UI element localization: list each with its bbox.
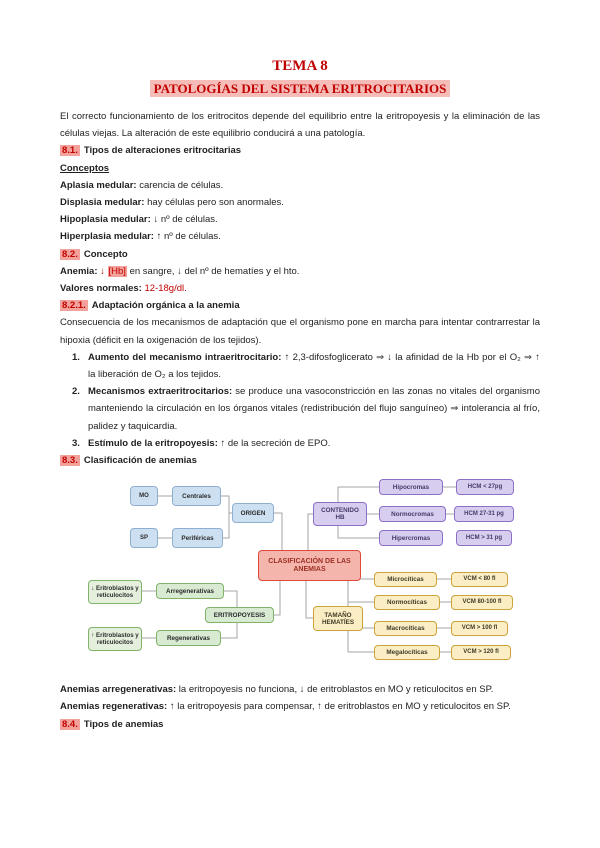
- node-vcm-lt-80: VCM < 80 fl: [451, 572, 508, 587]
- concept-hiperplasia: [60, 228, 540, 245]
- concept-def: carencia de células.: [136, 179, 224, 191]
- item-number: 3.: [72, 437, 80, 449]
- regen-def: ↑ la eritropoyesis para compensar, ↑ de eritroblastos en MO y reticulocitos en SP.: [167, 701, 511, 713]
- node-clasificacion-anemias: CLASIFICACIÓN DE LAS ANEMIAS: [258, 550, 361, 581]
- node-mo: MO: [130, 486, 158, 506]
- node-microciticas: Microcíticas: [374, 572, 437, 587]
- item-term: Aumento del mecanismo intraeritrocitario:: [88, 351, 282, 363]
- item-def: se produce una vasoconstricción en las zonas no vitales del organismo manteniendo la circulación en los órganos vitales (redistribución del flujo sanguíneo) ⇒ intolerancia al frío, palidez y taquicardia.: [88, 386, 540, 432]
- node-arregenerativas: Arregenerativas: [156, 583, 224, 599]
- valores-value: 12-18g/dl.: [144, 283, 187, 295]
- section-number-821: 8.2.1.: [62, 300, 86, 312]
- concept-def: hay células pero son anormales.: [144, 197, 284, 209]
- item-def: ↑ de la secreción de EPO.: [217, 437, 331, 449]
- arregen-term: Anemias arregenerativas:: [60, 684, 177, 696]
- anemia-term: Anemia:: [60, 265, 98, 277]
- adaptacion-item-3: [60, 435, 540, 452]
- arregenerativas-paragraph: [60, 681, 540, 698]
- node-vcm-80-100: VCM 80-100 fl: [451, 595, 513, 610]
- concepts-heading-label: Conceptos: [60, 162, 110, 174]
- section-title-82: Concepto: [83, 248, 128, 260]
- section-title-84: Tipos de anemias: [83, 718, 164, 730]
- anemia-arrow: ↓: [97, 265, 108, 277]
- adaptacion-item-1: [60, 349, 540, 383]
- node-contenido-hb: CONTENIDO HB: [313, 502, 367, 526]
- regenerativas-paragraph: [60, 698, 540, 715]
- arregen-def: la eritropoyesis no funciona, ↓ de eritroblastos en MO y reticulocitos en SP.: [176, 684, 494, 696]
- anemia-rest: en sangre, ↓ del nº de hematíes y el hto.: [126, 265, 300, 277]
- node-hipocromas: Hipocromas: [379, 479, 443, 495]
- section-title-83: Clasificación de anemias: [83, 455, 197, 467]
- node-vcm-gt-100: VCM > 100 fl: [451, 621, 508, 636]
- concept-term: Aplasia medular:: [60, 179, 137, 191]
- section-title-81: Tipos de alteraciones eritrocitarias: [83, 145, 242, 157]
- section-number-82: 8.2.: [62, 248, 78, 260]
- intro-paragraph: El correcto funcionamiento de los eritrocitos depende del equilibrio entre la eritropoyesis y la eliminación de las células viejas. La alteración de este equilibrio conducirá a una patología.: [60, 111, 540, 140]
- section-number-81: 8.1.: [62, 145, 78, 157]
- section-number-83: 8.3.: [62, 455, 78, 467]
- item-term: Mecanismos extraeritrocitarios:: [88, 386, 233, 398]
- node-hcm-gt-31: HCM > 31 pg: [456, 530, 512, 546]
- concept-hipoplasia: [60, 211, 540, 228]
- section-number-84: 8.4.: [62, 718, 78, 730]
- page-subtitle: PATOLOGÍAS DEL SISTEMA ERITROCITARIOS: [150, 80, 451, 97]
- node-hcm-27-31: HCM 27-31 pg: [454, 506, 514, 522]
- adaptacion-item-2: [60, 383, 540, 435]
- concept-aplasia: [60, 177, 540, 194]
- concept-def: ↑ nº de células.: [153, 231, 221, 243]
- concept-term: Hiperplasia medular:: [60, 231, 154, 243]
- concept-displasia: [60, 194, 540, 211]
- concepts-heading: [60, 160, 540, 177]
- item-number: 2.: [72, 386, 80, 398]
- node-macrociticas: Macrocíticas: [374, 621, 437, 636]
- page-subtitle-row: [60, 80, 540, 100]
- valores-normales: [60, 280, 540, 297]
- valores-term: Valores normales:: [60, 283, 145, 295]
- node-centrales: Centrales: [172, 486, 221, 506]
- node-normocromas: Normocromas: [379, 506, 446, 522]
- section-heading-81: [60, 142, 540, 159]
- anemia-hb-highlight: [Hb]: [108, 265, 126, 277]
- adaptacion-intro: Consecuencia de los mecanismos de adaptación que el organismo pone en marcha para intentar contrarrestar la hipoxia (déficit en la oxigenación de los tejidos).: [60, 317, 540, 346]
- section-title-821: Adaptación orgánica a la anemia: [91, 300, 240, 312]
- regen-term: Anemias regenerativas:: [60, 701, 168, 713]
- item-number: 1.: [72, 351, 80, 363]
- section-heading-82: [60, 246, 540, 263]
- concept-term: Displasia medular:: [60, 197, 145, 209]
- node-megalociticas: Megalocíticas: [374, 645, 440, 660]
- section-heading-83: [60, 452, 540, 469]
- node-desc-down-eritroblastos: ↓ Eritroblastos y reticulocitos: [88, 580, 142, 604]
- item-def: ↑ 2,3-difosfoglicerato ⇒ ↓ la afinidad de la Hb por el O₂ ⇒ ↑ la liberación de O₂ a los tejidos.: [88, 351, 540, 381]
- node-sp: SP: [130, 528, 158, 548]
- anemia-classification-diagram: [60, 473, 540, 675]
- node-normociticas: Normocíticas: [374, 595, 440, 610]
- node-desc-up-eritroblastos: ↑ Eritroblastos y reticulocitos: [88, 627, 142, 651]
- concept-term: Hipoplasia medular:: [60, 214, 151, 226]
- node-tamano-hematies: TAMAÑO HEMATÍES: [313, 606, 363, 631]
- node-perifericas: Periféricas: [172, 528, 223, 548]
- node-hcm-lt-27: HCM < 27pg: [456, 479, 514, 495]
- page-title: TEMA 8: [272, 58, 328, 74]
- node-regenerativas: Regenerativas: [156, 630, 221, 646]
- node-vcm-gt-120: VCM > 120 fl: [451, 645, 511, 660]
- node-eritropoyesis: ERITROPOYESIS: [205, 607, 274, 623]
- anemia-definition: [60, 263, 540, 280]
- node-origen: ORIGEN: [232, 503, 274, 523]
- item-term: Estímulo de la eritropoyesis:: [88, 437, 218, 449]
- concept-def: ↓ nº de células.: [150, 214, 218, 226]
- section-heading-821: [60, 297, 540, 314]
- section-heading-84: [60, 716, 540, 733]
- node-hipercromas: Hipercromas: [379, 530, 443, 546]
